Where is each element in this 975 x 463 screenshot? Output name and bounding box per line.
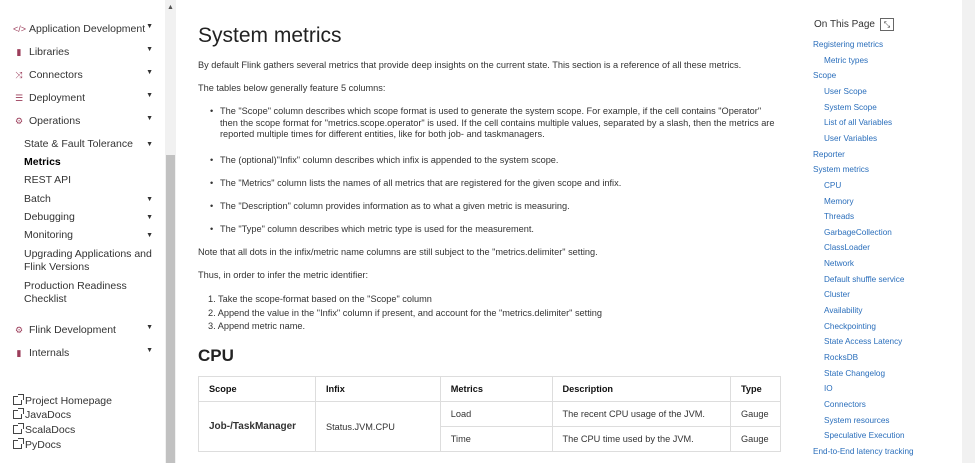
toc-link[interactable]: State Changelog <box>824 368 885 378</box>
book-icon: ▮ <box>16 46 22 57</box>
nav-label: Monitoring <box>24 229 74 241</box>
header-infix: Infix <box>315 377 440 402</box>
list-item: 1. Take the scope-format based on the "Scope" column <box>208 294 432 304</box>
nav-debugging[interactable] <box>24 211 152 224</box>
toc-link[interactable]: Metric types <box>824 55 869 65</box>
nav-label: Upgrading Applications and Flink Versions <box>24 248 152 273</box>
bullet-scope: • The "Scope" column describes which scope format is used to generate the system scope. For example, if the cell contains "Operator" then the scope format for "metrics.scope.operator" is used. If the cell contains multiple values, separated by a slash, then the metrics are reported multiple times for different entities, like for both job- and taskmanagers. <box>220 106 780 141</box>
chevron-down-icon: ▼ <box>146 324 153 331</box>
gears-icon: ⚙ <box>14 115 24 126</box>
toc-link[interactable]: User Scope <box>824 86 867 96</box>
chevron-down-icon: ▼ <box>146 232 153 239</box>
on-this-page-toc <box>813 0 963 463</box>
nav-upgrading-applications[interactable] <box>24 248 152 274</box>
table-header-row <box>199 377 781 402</box>
toc-link[interactable]: End-to-End latency tracking <box>813 446 914 456</box>
nav-operations[interactable] <box>13 115 163 127</box>
nav-label: Operations <box>29 115 81 127</box>
chevron-down-icon: ▼ <box>146 347 153 354</box>
nav-application-development[interactable] <box>13 23 163 35</box>
nav-deployment[interactable] <box>13 92 163 104</box>
sliders-icon: ☰ <box>14 92 24 103</box>
toc-heading-label: On This Page <box>814 19 875 30</box>
chevron-down-icon: ▼ <box>146 196 153 203</box>
collapse-toc-button[interactable]: ⤡ <box>880 18 894 31</box>
header-scope: Scope <box>199 377 316 402</box>
toc-link[interactable]: Scope <box>813 71 837 81</box>
header-metrics: Metrics <box>440 377 552 402</box>
external-link-icon <box>13 396 22 405</box>
link-label: Project Homepage <box>25 395 112 407</box>
tables-intro: The tables below generally feature 5 columns: <box>198 83 386 93</box>
page-title: System metrics <box>198 24 342 47</box>
infer-intro: Thus, in order to infer the metric identifier: <box>198 270 369 280</box>
delimiter-note: Note that all dots in the infix/metric name columns are still subject to the "metrics.delimiter" setting. <box>198 247 598 257</box>
chevron-down-icon: ▼ <box>146 115 153 122</box>
toc-link[interactable]: IO <box>824 384 833 394</box>
nav-label: Batch <box>24 193 51 205</box>
toc-link[interactable]: CPU <box>824 180 842 190</box>
scrollbar-thumb[interactable] <box>166 155 175 463</box>
nav-metrics[interactable] <box>24 156 152 169</box>
cpu-metrics-table <box>198 376 781 452</box>
bullet-infix: • The (optional)"Infix" column describes which infix is appended to the system scope. <box>220 155 780 167</box>
scroll-up-arrow-icon[interactable]: ▲ <box>167 4 174 11</box>
toc-link[interactable]: System resources <box>824 415 890 425</box>
page-scrollbar[interactable] <box>962 0 975 463</box>
main-content <box>198 0 788 463</box>
nav-label: Debugging <box>24 211 75 223</box>
toc-link[interactable]: List of all Variables <box>824 118 893 128</box>
nav-label: Connectors <box>29 69 83 81</box>
toc-link[interactable]: System metrics <box>813 165 869 175</box>
nav-label: Production Readiness Checklist <box>24 280 127 305</box>
nav-label: Libraries <box>29 46 70 58</box>
toc-heading <box>814 18 894 31</box>
toc-link[interactable]: Registering metrics <box>813 40 884 49</box>
toc-link[interactable]: Network <box>824 259 855 269</box>
nav-batch[interactable] <box>24 193 152 206</box>
description-cell: The recent CPU usage of the JVM. <box>552 402 730 427</box>
type-cell: Gauge <box>730 402 780 427</box>
toc-link[interactable]: Default shuffle service <box>824 274 905 284</box>
chevron-down-icon: ▼ <box>146 69 153 76</box>
chevron-down-icon: ▼ <box>146 92 153 99</box>
metric-cell: Time <box>440 427 552 452</box>
toc-link[interactable]: Threads <box>824 212 855 222</box>
table-row <box>199 402 781 427</box>
chevron-down-icon: ▼ <box>146 214 153 221</box>
nav-connectors[interactable] <box>13 69 163 81</box>
steps-list <box>208 293 602 334</box>
nav-internals[interactable] <box>13 347 163 359</box>
toc-link[interactable]: System Scope <box>824 102 877 112</box>
link-pydocs[interactable] <box>13 439 61 451</box>
link-javadocs[interactable] <box>13 409 71 421</box>
nav-flink-development[interactable] <box>13 324 163 336</box>
toc-link[interactable]: ClassLoader <box>824 243 870 253</box>
nav-label: REST API <box>24 174 72 186</box>
chevron-down-icon: ▼ <box>146 46 153 53</box>
toc-link[interactable]: Connectors <box>824 399 866 409</box>
toc-link[interactable]: Reporter <box>813 149 845 159</box>
external-link-icon <box>13 440 22 449</box>
toc-link[interactable]: State Access Latency <box>824 337 903 347</box>
book-icon: ▮ <box>16 347 22 358</box>
toc-link[interactable]: Checkpointing <box>824 321 876 331</box>
bullet-metrics: • The "Metrics" column lists the names of all metrics that are registered for the given scope and infix. <box>220 178 780 190</box>
nav-label: Internals <box>29 347 70 359</box>
toc-link[interactable]: Cluster <box>824 290 850 300</box>
nav-libraries[interactable] <box>13 46 163 58</box>
type-cell: Gauge <box>730 427 780 452</box>
scope-cell: Job-/TaskManager <box>199 402 316 452</box>
list-item: 3. Append metric name. <box>208 321 306 331</box>
infix-cell: Status.JVM.CPU <box>315 402 440 452</box>
external-link-icon <box>13 410 22 419</box>
header-type: Type <box>730 377 780 402</box>
nav-label: Flink Development <box>29 324 116 336</box>
nav-rest-api[interactable] <box>24 174 152 187</box>
toc-link[interactable]: GarbageCollection <box>824 227 892 237</box>
bullet-description: • The "Description" column provides information as to what a given metric is measuring. <box>220 201 780 213</box>
nav-label: Deployment <box>29 92 86 104</box>
description-cell: The CPU time used by the JVM. <box>552 427 730 452</box>
toc-link[interactable]: Availability <box>824 306 863 316</box>
nav-label: Metrics <box>24 156 61 168</box>
shuffle-icon: ⤨ <box>15 69 23 80</box>
cpu-heading: CPU <box>198 346 234 365</box>
external-link-icon <box>13 425 22 434</box>
link-project-homepage[interactable] <box>13 395 112 407</box>
toc-link[interactable]: User Variables <box>824 133 878 143</box>
nav-production-readiness[interactable] <box>24 280 152 306</box>
left-sidebar <box>0 0 165 463</box>
bullet-type: • The "Type" column describes which metric type is used for the measurement. <box>220 224 780 236</box>
gears-icon: ⚙ <box>14 324 24 335</box>
sidebar-scrollbar[interactable] <box>165 0 176 463</box>
toc-link[interactable]: Memory <box>824 196 854 206</box>
header-description: Description <box>552 377 730 402</box>
nav-label: State & Fault Tolerance <box>24 138 133 150</box>
toc-link[interactable]: Speculative Execution <box>824 431 905 441</box>
nav-monitoring[interactable] <box>24 229 152 242</box>
nav-state-fault-tolerance[interactable] <box>24 138 152 151</box>
chevron-down-icon: ▼ <box>146 23 153 30</box>
toc-link[interactable]: RocksDB <box>824 353 859 362</box>
intro-paragraph: By default Flink gathers several metrics that provide deep insights on the current state. This section is a reference of all these metrics. <box>198 60 742 70</box>
list-item: 2. Append the value in the "Infix" column if present, and account for the "metrics.delimiter" setting <box>208 307 603 318</box>
link-scaladocs[interactable] <box>13 424 75 436</box>
link-label: PyDocs <box>25 439 62 451</box>
chevron-down-icon: ▼ <box>146 141 153 148</box>
metric-cell: Load <box>440 402 552 427</box>
nav-label: Application Development <box>29 23 146 35</box>
code-icon: </> <box>13 24 27 34</box>
link-label: ScalaDocs <box>25 424 76 436</box>
link-label: JavaDocs <box>25 409 72 421</box>
